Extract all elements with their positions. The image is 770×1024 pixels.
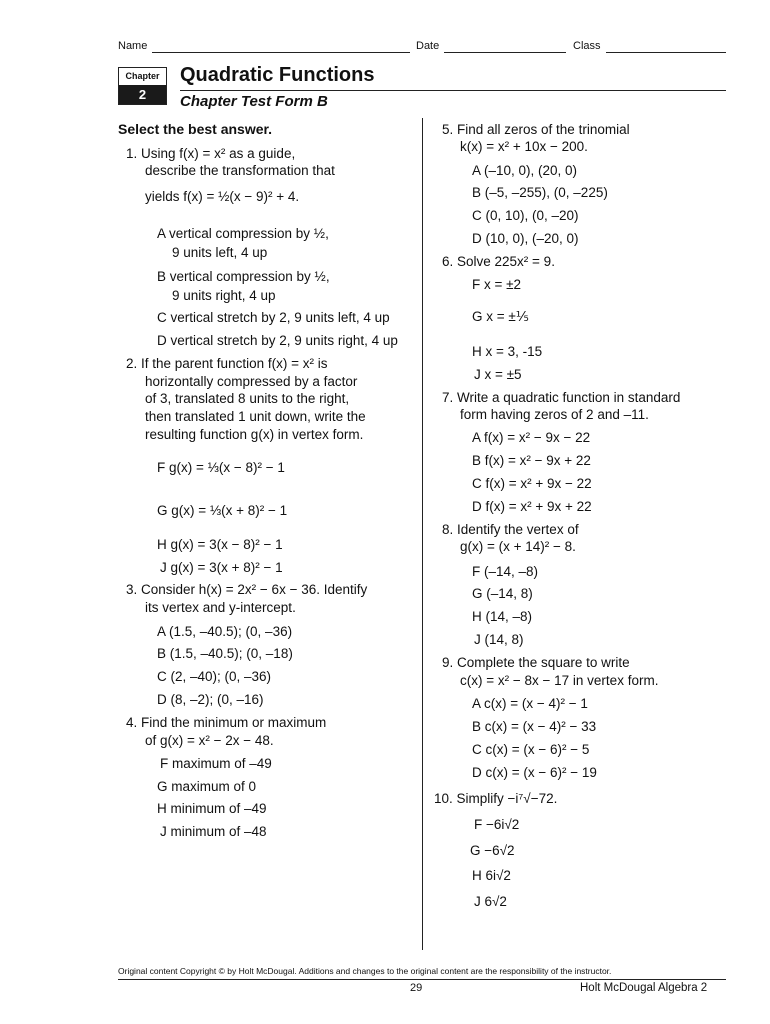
q8-line: 8. Identify the vertex of [442,522,579,537]
name-label: Name [118,40,148,52]
page-subtitle: Chapter Test Form B [180,93,328,110]
name-line [152,40,410,53]
title-rule [180,90,726,91]
q4-option: J minimum of –48 [160,824,267,839]
q3-option: B (1.5, –40.5); (0, –18) [157,646,293,661]
q2-option: H g(x) = 3(x − 8)² − 1 [157,537,283,552]
q5-line: k(x) = x² + 10x − 200. [460,139,588,154]
q8-option: J (14, 8) [474,632,524,647]
q1-line: 1. Using f(x) = x² as a guide, [126,146,296,161]
q7-line: 7. Write a quadratic function in standard [442,390,681,405]
q3-option: A (1.5, –40.5); (0, –36) [157,624,293,639]
footer-rule [118,979,726,980]
q4-line: of g(x) = x² − 2x − 48. [145,733,274,748]
q4-option: H minimum of –49 [157,801,267,816]
q6-option: G x = ±⅕ [472,309,529,324]
date-label: Date [416,40,440,52]
q1-option-cont: 9 units right, 4 up [172,288,276,303]
q3-line: 3. Consider h(x) = 2x² − 6x − 36. Identify [126,582,368,597]
q2-option: J g(x) = 3(x + 8)² − 1 [160,560,283,575]
name-date-class-row [118,40,726,56]
q8-line: g(x) = (x + 14)² − 8. [460,539,576,554]
q1-option-cont: 9 units left, 4 up [172,245,268,260]
q5-option: C (0, 10), (0, –20) [472,208,579,223]
q10-option: H 6i√2 [472,868,511,883]
chapter-label: Chapter [119,68,166,85]
q9-option: C c(x) = (x − 6)² − 5 [472,742,590,757]
class-label: Class [573,40,601,52]
q10-option: J 6√2 [474,894,507,909]
q7-line: form having zeros of 2 and –11. [460,407,649,422]
q9-line: c(x) = x² − 8x − 17 in vertex form. [460,673,659,688]
q9-line: 9. Complete the square to write [442,655,630,670]
q3-option: C (2, –40); (0, –36) [157,669,272,684]
q1-option: B vertical compression by ½, [157,269,330,284]
q4-option: F maximum of –49 [160,756,272,771]
q5-option: D (10, 0), (–20, 0) [472,231,579,246]
q7-option: A f(x) = x² − 9x − 22 [472,430,591,445]
q2-line: resulting function g(x) in vertex form. [145,427,364,442]
q7-option: C f(x) = x² + 9x − 22 [472,476,592,491]
q10-option: G −6√2 [470,843,515,858]
q1-option: D vertical stretch by 2, 9 units right, 4 up [157,333,398,348]
q5-option: B (–5, –255), (0, –225) [472,185,608,200]
q1-option: A vertical compression by ½, [157,226,329,241]
copyright-notice: Original content Copyright © by Holt McDougal. Additions and changes to the original content are the responsibility of the instructor. [118,966,612,976]
q1-option: C vertical stretch by 2, 9 units left, 4 up [157,310,390,325]
page-number: 29 [410,982,423,994]
date-line [444,40,566,53]
q2-line: of 3, translated 8 units to the right, [145,391,350,406]
q2-option: G g(x) = ⅓(x + 8)² − 1 [157,503,288,518]
q2-line: 2. If the parent function f(x) = x² is [126,356,328,371]
q6-option: H x = 3, -15 [472,344,543,359]
q3-option: D (8, –2); (0, –16) [157,692,264,707]
q6-option: F x = ±2 [472,277,522,292]
q10-line: 10. Simplify −i⁷√−72. [434,791,558,806]
class-line [606,40,726,53]
q5-line: 5. Find all zeros of the trinomial [442,122,630,137]
q7-option: B f(x) = x² − 9x + 22 [472,453,591,468]
q8-option: F (–14, –8) [472,564,539,579]
q10-option: F −6i√2 [474,817,520,832]
instructions: Select the best answer. [118,121,273,137]
q2-line: horizontally compressed by a factor [145,374,358,389]
q1-line: describe the transformation that [145,163,335,178]
q2-option: F g(x) = ⅓(x − 8)² − 1 [157,460,285,475]
q3-line: its vertex and y-intercept. [145,600,296,615]
q7-option: D f(x) = x² + 9x + 22 [472,499,592,514]
q6-line: 6. Solve 225x² = 9. [442,254,555,269]
q8-option: G (–14, 8) [472,586,533,601]
q4-option: G maximum of 0 [157,779,257,794]
q9-option: B c(x) = (x − 4)² − 33 [472,719,597,734]
book-name: Holt McDougal Algebra 2 [580,982,708,994]
q9-option: D c(x) = (x − 6)² − 19 [472,765,597,780]
chapter-badge [118,67,167,105]
q1-line: yields f(x) = ½(x − 9)² + 4. [145,189,300,204]
q2-line: then translated 1 unit down, write the [145,409,366,424]
q6-option: J x = ±5 [474,367,522,382]
q8-option: H (14, –8) [472,609,533,624]
q9-option: A c(x) = (x − 4)² − 1 [472,696,588,711]
column-divider [422,118,423,950]
q4-line: 4. Find the minimum or maximum [126,715,327,730]
page-title: Quadratic Functions [180,64,375,86]
chapter-number: 2 [119,85,166,104]
q5-option: A (–10, 0), (20, 0) [472,163,578,178]
